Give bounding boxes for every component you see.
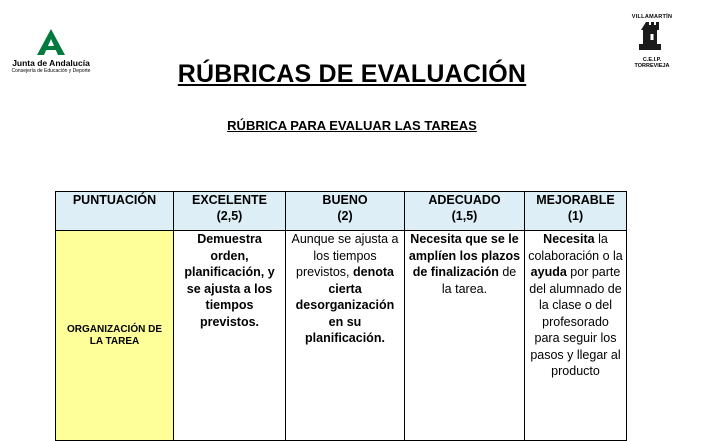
cell-text: Aunque se ajusta a los tiempos previstos, xyxy=(291,232,399,279)
column-score: (2,5) xyxy=(216,209,243,223)
cell-mejorable xyxy=(525,231,627,441)
rubric-table xyxy=(55,191,627,441)
rubric-row-organizacion xyxy=(56,231,627,441)
page-title: RÚBRICAS DE EVALUACIÓN xyxy=(177,60,527,88)
cell-excelente xyxy=(174,231,286,441)
rubric-header-row xyxy=(56,192,627,231)
cell-text-bold: ayuda xyxy=(530,265,567,279)
page-subtitle: RÚBRICA PARA EVALUAR LAS TAREAS xyxy=(227,118,477,133)
school-logo-town: TORREVIEJA xyxy=(634,63,670,69)
cell-text-bold: Necesita que se le amplíen los plazos de finalización xyxy=(408,232,521,279)
column-header-adecuado xyxy=(405,192,525,231)
column-header-puntuacion xyxy=(56,192,174,231)
column-label: BUENO xyxy=(322,193,368,207)
cell-text-bold: Necesita xyxy=(543,232,595,246)
column-header-excelente xyxy=(174,192,286,231)
andalucia-logo-icon xyxy=(36,28,66,56)
column-label: MEJORABLE xyxy=(536,193,615,207)
column-score: (2) xyxy=(337,209,353,223)
cell-text-bold: denota cierta desorganización en su planificación. xyxy=(295,265,395,345)
criterion-cell: ORGANIZACIÓN DE LA TAREA xyxy=(56,231,174,441)
column-score: (1) xyxy=(567,209,584,223)
cell-text: la colaboración o la xyxy=(528,232,623,263)
cell-text: de la tarea. xyxy=(441,265,517,296)
junta-name: Junta de Andalucía xyxy=(12,58,90,68)
cell-bueno xyxy=(286,231,405,441)
column-header-mejorable xyxy=(525,192,627,231)
school-logo-ceip: C.E.I.P. xyxy=(642,57,662,63)
junta-subtitle: Consejería de Educación y Deporte xyxy=(11,68,91,74)
cell-adecuado xyxy=(405,231,525,441)
column-label: EXCELENTE xyxy=(191,193,267,207)
cell-text-bold: Demuestra orden, planificación, y se ajusta a los tiempos previstos. xyxy=(184,232,275,329)
cell-text: por parte del alumnado de la clase o del profesorado para seguir los pasos y llegar al producto xyxy=(529,265,622,378)
column-label: PUNTUACIÓN xyxy=(72,193,157,207)
column-header-bueno xyxy=(286,192,405,231)
column-score: (1,5) xyxy=(451,209,478,223)
castle-tower-icon xyxy=(637,20,667,52)
column-label: ADECUADO xyxy=(428,193,501,207)
school-logo-top: VILLAMARTÍN xyxy=(631,14,673,20)
